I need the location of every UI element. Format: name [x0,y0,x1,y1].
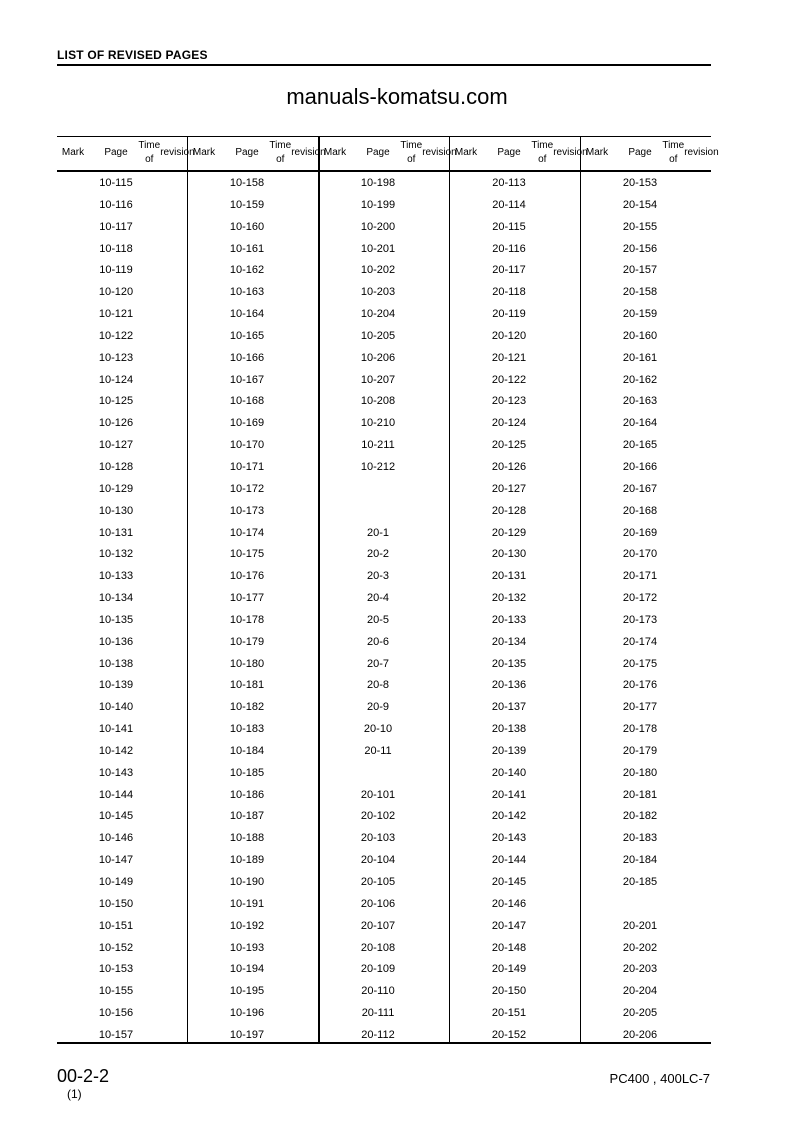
page-cell: 10-121 [98,308,134,321]
header-mark: Mark [454,147,478,158]
header-page: Page [235,147,259,158]
page-cell: 20-180 [622,766,658,779]
header-time-of-revision: Time of revision [400,140,457,165]
page-cell: 10-187 [229,810,265,823]
page-cell: 20-170 [622,548,658,561]
page-cell [613,894,667,916]
page-cell: 10-135 [98,613,134,626]
page-cell: 10-141 [98,723,134,736]
page-cell: 10-118 [99,242,133,255]
page-cell: 20-149 [491,963,527,976]
page-cell: 10-162 [229,264,265,277]
page-cell: 20-178 [622,723,658,736]
page-cell: 10-171 [229,460,265,473]
page-cell: 10-159 [229,198,265,211]
column-group [450,136,588,1044]
page-cell: 20-205 [622,1007,658,1020]
page-cell: 10-179 [229,635,265,648]
page-cell: 10-212 [360,460,396,473]
page-list [613,173,667,1047]
page-cell: 20-204 [622,985,658,998]
page-cell: 20-104 [360,854,396,867]
page-cell: 10-142 [98,744,134,757]
page-cell: 10-149 [98,876,134,888]
page-cell [351,763,405,785]
page-cell: 20-157 [622,264,658,277]
page-cell: 10-117 [99,220,133,233]
page-cell: 10-168 [229,395,265,408]
page-cell: 10-125 [98,395,134,408]
page-cell: 20-102 [360,810,396,823]
page-cell: 20-3 [366,570,390,583]
page-cell: 20-202 [622,941,658,954]
page-cell: 10-190 [229,876,265,888]
page-cell: 20-119 [492,308,526,321]
page-cell: 10-119 [99,264,133,277]
page-cell: 10-140 [98,701,134,714]
page-cell: 10-189 [229,854,265,867]
page-cell: 10-155 [98,985,134,998]
page-cell: 10-146 [98,832,134,845]
page-cell: 10-201 [360,242,396,255]
page-cell: 20-161 [622,351,658,364]
page-cell: 10-211 [361,439,395,452]
page-cell: 10-192 [229,919,265,932]
page-cell: 20-122 [491,373,527,386]
page-cell: 20-162 [622,373,658,386]
page-cell: 20-103 [360,832,396,845]
page-cell: 20-148 [491,941,527,954]
page-title: LIST OF REVISED PAGES [57,48,208,62]
page-cell: 10-184 [229,744,265,757]
page-cell: 20-184 [622,854,658,867]
page-cell: 20-113 [492,177,526,189]
page-cell: 20-117 [492,264,526,277]
page-cell: 20-158 [622,286,658,299]
page-cell: 20-124 [491,417,527,430]
header-time-of-revision: Time of revision [531,140,588,165]
page-cell: 10-195 [229,985,265,998]
page-cell: 20-135 [491,657,527,670]
page-cell: 20-142 [491,810,527,823]
page-cell: 20-201 [622,919,658,932]
page-cell: 20-182 [622,810,658,823]
page-cell: 20-164 [622,417,658,430]
page-cell: 10-161 [229,242,265,255]
page-cell: 10-191 [229,897,265,910]
page-cell: 20-128 [491,504,527,517]
page-cell: 20-116 [492,242,526,255]
page-cell: 20-8 [366,679,390,692]
page-cell: 10-151 [98,919,134,932]
page-cell: 20-150 [491,985,527,998]
page-cell: 10-123 [98,351,134,364]
page-cell: 10-120 [98,286,134,299]
page-cell: 20-101 [360,788,396,801]
page-cell: 20-168 [622,504,658,517]
page-cell: 20-171 [622,570,658,583]
page-cell: 10-177 [229,592,265,605]
header-time-of-revision: Time of revision [662,140,719,165]
header-page: Page [104,147,128,158]
page-cell: 10-180 [229,657,265,670]
page-cell: 20-146 [491,897,527,910]
column-group [188,136,326,1044]
header-mark: Mark [192,147,216,158]
page-cell: 20-145 [491,876,527,888]
page-cell: 20-185 [622,876,658,888]
page-cell: 20-107 [360,919,396,932]
page-cell: 10-169 [229,417,265,430]
page-cell: 10-205 [360,329,396,342]
page-cell: 10-178 [229,613,265,626]
page-cell: 10-164 [229,308,265,321]
page-cell: 20-163 [622,395,658,408]
page-cell: 20-109 [360,963,396,976]
page-cell: 10-185 [229,766,265,779]
page-cell: 10-126 [98,417,134,430]
page-cell: 10-143 [98,766,134,779]
page-cell: 20-7 [366,657,390,670]
page-cell: 20-169 [622,526,658,539]
page-cell: 10-193 [229,941,265,954]
page-cell: 20-131 [491,570,527,583]
page-cell: 20-105 [360,876,396,888]
page-cell: 10-158 [229,177,265,189]
page-cell: 10-138 [98,657,134,670]
page-cell: 20-125 [491,439,527,452]
page-cell: 20-141 [491,788,527,801]
page-cell: 10-129 [98,482,134,495]
page-cell: 10-204 [360,308,396,321]
page-cell: 10-206 [360,351,396,364]
page-cell: 10-170 [229,439,265,452]
page-cell: 20-133 [491,613,527,626]
page-cell: 10-188 [229,832,265,845]
page-cell: 10-173 [229,504,265,517]
page-cell: 20-144 [491,854,527,867]
page-cell: 10-172 [229,482,265,495]
page-cell: 20-167 [622,482,658,495]
page-cell: 20-140 [491,766,527,779]
page-cell: 20-134 [491,635,527,648]
header-page: Page [366,147,390,158]
page-cell: 20-177 [622,701,658,714]
page-cell: 20-137 [491,701,527,714]
page-cell: 10-128 [98,460,134,473]
page-cell: 20-2 [366,548,390,561]
page-cell: 10-124 [98,373,134,386]
page-cell: 20-5 [366,613,390,626]
page-cell: 10-198 [360,177,396,189]
page-cell: 20-154 [622,198,658,211]
page-cell: 10-157 [98,1028,134,1041]
page-cell: 20-151 [491,1007,527,1020]
page-cell: 20-181 [622,788,658,801]
page-cell: 10-134 [98,592,134,605]
page-cell: 10-181 [229,679,265,692]
page-cell: 10-144 [98,788,134,801]
page-cell: 20-120 [491,329,527,342]
header-page: Page [628,147,652,158]
page-cell: 10-174 [229,526,265,539]
page-cell: 10-115 [99,177,133,189]
page-cell: 20-118 [492,286,526,299]
page-cell: 20-203 [622,963,658,976]
page-cell: 10-150 [98,897,134,910]
page-cell: 10-145 [98,810,134,823]
page-list [482,173,536,1047]
page-cell: 10-197 [229,1028,265,1041]
page-cell: 20-165 [622,439,658,452]
page-cell: 10-208 [360,395,396,408]
column-group [319,136,457,1044]
page-cell: 10-207 [360,373,396,386]
page-cell: 20-153 [622,177,658,189]
page-cell: 10-160 [229,220,265,233]
page-cell: 10-200 [360,220,396,233]
revised-pages-table [57,136,719,1044]
header-mark: Mark [585,147,609,158]
footer-page-number: 00-2-2 [57,1066,110,1086]
page-cell: 20-114 [492,198,526,211]
page-cell: 20-132 [491,592,527,605]
page-cell: 10-175 [229,548,265,561]
page-cell: 20-129 [491,526,527,539]
page-cell: 10-163 [229,286,265,299]
page-cell: 20-179 [622,744,658,757]
page-cell: 20-139 [491,744,527,757]
page-cell: 20-106 [360,897,396,910]
page-cell: 20-176 [622,679,658,692]
page-cell: 10-153 [98,963,134,976]
page-cell: 20-115 [492,220,526,233]
page-cell: 10-210 [360,417,396,430]
page-cell: 20-112 [361,1028,395,1041]
header-time-of-revision: Time of revision [138,140,195,165]
header-rule [57,64,711,66]
page-cell: 10-203 [360,286,396,299]
page-cell: 20-172 [622,592,658,605]
page-cell: 20-152 [491,1028,527,1041]
page-cell: 20-111 [361,1007,395,1020]
page-cell: 10-147 [98,854,134,867]
page-cell: 20-155 [622,220,658,233]
page-cell: 20-9 [366,701,390,714]
column-group [57,136,195,1044]
page-cell: 10-183 [229,723,265,736]
page-cell: 10-194 [229,963,265,976]
page-list [89,173,143,1047]
page-cell: 20-174 [622,635,658,648]
column-group [581,136,719,1044]
page-cell: 20-121 [491,351,527,364]
page-cell: 10-186 [229,788,265,801]
page-cell: 20-6 [366,635,390,648]
page-cell: 10-122 [98,329,134,342]
page-list [220,173,274,1047]
page-cell: 10-202 [360,264,396,277]
page-cell: 10-199 [360,198,396,211]
header-mark: Mark [61,147,85,158]
page-cell: 20-130 [491,548,527,561]
page-cell: 10-156 [98,1007,134,1020]
page-cell: 20-160 [622,329,658,342]
page-cell [351,501,405,523]
footer-model: PC400 , 400LC-7 [609,1071,710,1086]
page-cell: 10-136 [98,635,134,648]
page-cell: 10-116 [99,198,133,211]
page-cell: 20-206 [622,1028,658,1041]
page-cell: 10-133 [98,570,134,583]
page-cell: 20-173 [622,613,658,626]
page-cell [351,479,405,501]
page-cell: 20-147 [491,919,527,932]
page-cell: 20-127 [491,482,527,495]
page-cell: 20-123 [491,395,527,408]
page-cell: 20-183 [622,832,658,845]
page-cell: 10-127 [98,439,134,452]
page-cell: 10-131 [98,526,134,539]
page-cell: 10-130 [98,504,134,517]
page-cell: 10-182 [229,701,265,714]
page-cell: 20-175 [622,657,658,670]
header-mark: Mark [323,147,347,158]
page-cell: 20-110 [361,985,395,998]
header-time-of-revision: Time of revision [269,140,326,165]
footer-revision: (1) [67,1087,82,1101]
page-cell: 20-126 [491,460,527,473]
page-cell: 20-159 [622,308,658,321]
page-cell: 10-167 [229,373,265,386]
page-cell: 20-1 [366,526,390,539]
page-cell: 20-136 [491,679,527,692]
watermark: manuals-komatsu.com [286,84,508,109]
page-list [351,173,405,1047]
page-cell: 20-156 [622,242,658,255]
page-cell: 20-4 [366,592,390,605]
page-cell: 10-139 [98,679,134,692]
page-cell: 10-166 [229,351,265,364]
page-cell: 20-166 [622,460,658,473]
page-cell: 20-138 [491,723,527,736]
header-page: Page [497,147,521,158]
page-cell: 10-132 [98,548,134,561]
page-cell: 10-176 [229,570,265,583]
page-cell: 10-196 [229,1007,265,1020]
page-cell: 10-165 [229,329,265,342]
page-cell: 20-11 [364,744,392,757]
page-cell: 20-10 [363,723,393,736]
page-cell: 20-143 [491,832,527,845]
page-cell: 10-152 [98,941,134,954]
page-cell: 20-108 [360,941,396,954]
